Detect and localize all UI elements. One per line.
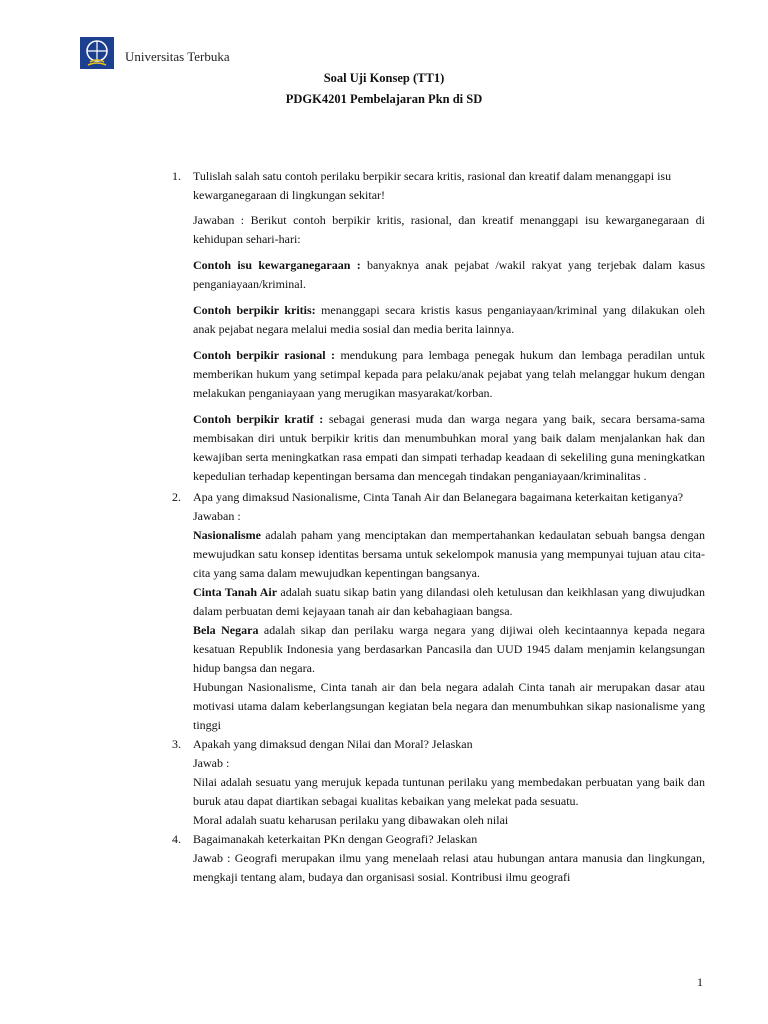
answer-item-label: Contoh berpikir kritis: — [193, 303, 316, 317]
answer-item-label: Contoh isu kewarganegaraan : — [193, 258, 361, 272]
document-title: Soal Uji Konsep (TT1) — [323, 71, 445, 85]
universitas-terbuka-logo — [80, 37, 114, 69]
document-body — [172, 167, 706, 887]
answer-item-label: Contoh berpikir rasional : — [193, 348, 336, 362]
answer-paragraph: Jawab : Geografi merupakan ilmu yang menelaah relasi atau hubungan antara manusia dan lingkungan, mengkaji tentang alam, budaya dan organisasi sosial. Kontribusi ilmu geografi — [193, 851, 705, 884]
question-number: 4. — [172, 832, 181, 846]
answer-item-text: adalah paham yang menciptakan dan mempertahankan kedaulatan sebuah bangsa dengan mewujudkan satu konsep identitas bersama untuk sekelompok manusia yang mempunyai tujuan atau cita-cita yang sama dalam mewujudkan kepentingan bangsanya. — [193, 528, 705, 580]
course-title: PDGK4201 Pembelajaran Pkn di SD — [285, 92, 483, 106]
question-number: 2. — [172, 490, 181, 504]
question-text: Tulislah salah satu contoh perilaku berpikir secara kritis, rasional dan kreatif dalam menanggapi isu kewarganegaraan di lingkungan sekitar! — [193, 169, 672, 202]
question-4 — [172, 830, 705, 887]
answer-item — [193, 346, 705, 403]
answer-item-text: menanggapi secara kristis kasus penganiayaan/kriminal yang dilakukan oleh anak pejabat negara melalui media sosial dan media berita lainnya. — [193, 303, 705, 336]
answer-paragraph: Moral adalah suatu keharusan perilaku yang dibawakan oleh nilai — [193, 813, 509, 827]
answer-intro: Jawaban : — [193, 509, 241, 523]
answer-item — [193, 301, 705, 339]
page-number: 1 — [697, 975, 703, 989]
answer-item-text: adalah sikap dan perilaku warga negara yang dijiwai oleh kecintaannya kepada negara kesatuan Republik Indonesia yang berdasarkan Pancasila dan UUD 1945 dalam menjamin kelangsungan hidup bangsa dan negara. — [193, 623, 705, 675]
answer-item-text: mendukung para lembaga penegak hukum dan lembaga peradilan untuk memberikan hukum yang setimpal kepada para pelaku/anak pejabat yang telah melanggar hukum dengan melakukan penganiayaan yang merugikan masyarakat/korban. — [193, 348, 706, 400]
answer-item-text: adalah suatu sikap batin yang dilandasi oleh ketulusan dan keikhlasan yang diwujudkan dalam perbuatan demi kejayaan tanah air dan kebahagiaan bangsa. — [193, 585, 705, 618]
answer-item — [193, 583, 705, 621]
question-number: 1. — [172, 169, 181, 183]
question-text: Apa yang dimaksud Nasionalisme, Cinta Tanah Air dan Belanegara bagaimana keterkaitan ketiganya? — [193, 490, 684, 504]
answer-item-label: Nasionalisme — [193, 528, 262, 542]
answer-item — [193, 256, 705, 294]
answer-item — [193, 526, 705, 583]
answer-item-text: sebagai generasi muda dan warga negara yang baik, secara bersama-sama membisakan diri untuk berpikir kritis dan menumbuhkan moral yang baik dalam menjalankan hak dan kewajiban serta meningkatkan rasa empati dan simpati terhadap keadaan di sekeliling guna meningkatkan kepedulian terhadap kepentingan bersama dan mencegah tindakan penganiayaan/kriminalitas . — [193, 412, 705, 483]
answer-item — [193, 621, 705, 678]
answer-paragraph: Nilai adalah sesuatu yang merujuk kepada tuntunan perilaku yang membedakan perbuatan yang baik dan buruk atau dapat diartikan sebagai kualitas kebaikan yang melekat pada sesuatu. — [193, 775, 705, 808]
answer-intro: Jawab : — [193, 756, 230, 770]
answer-item-label: Contoh berpikir kratif : — [193, 412, 324, 426]
answer-item — [193, 410, 705, 486]
question-3 — [172, 735, 705, 830]
answer-intro: Jawaban : Berikut contoh berpikir kritis, rasional, dan kreatif menanggapi isu kewarganegaraan di kehidupan sehari-hari: — [193, 213, 705, 246]
question-number: 3. — [172, 737, 181, 751]
answer-item-label: Bela Negara — [193, 623, 259, 637]
answer-closing: Hubungan Nasionalisme, Cinta tanah air dan bela negara adalah Cinta tanah air merupakan dasar atau motivasi utama dalam keberlangsungan kegiatan bela negara dan menumbuhkan sikap nasionalisme yang tinggi — [193, 680, 705, 732]
question-2 — [172, 488, 705, 735]
question-text: Apakah yang dimaksud dengan Nilai dan Moral? Jelaskan — [193, 737, 473, 751]
question-1 — [172, 167, 706, 486]
question-text: Bagaimanakah keterkaitan PKn dengan Geografi? Jelaskan — [193, 832, 478, 846]
answer-item-text: banyaknya anak pejabat /wakil rakyat yang terjebak dalam kasus penganiayaan/kriminal. — [193, 258, 705, 291]
institution-name: Universitas Terbuka — [125, 49, 230, 64]
answer-item-label: Cinta Tanah Air — [193, 585, 278, 599]
